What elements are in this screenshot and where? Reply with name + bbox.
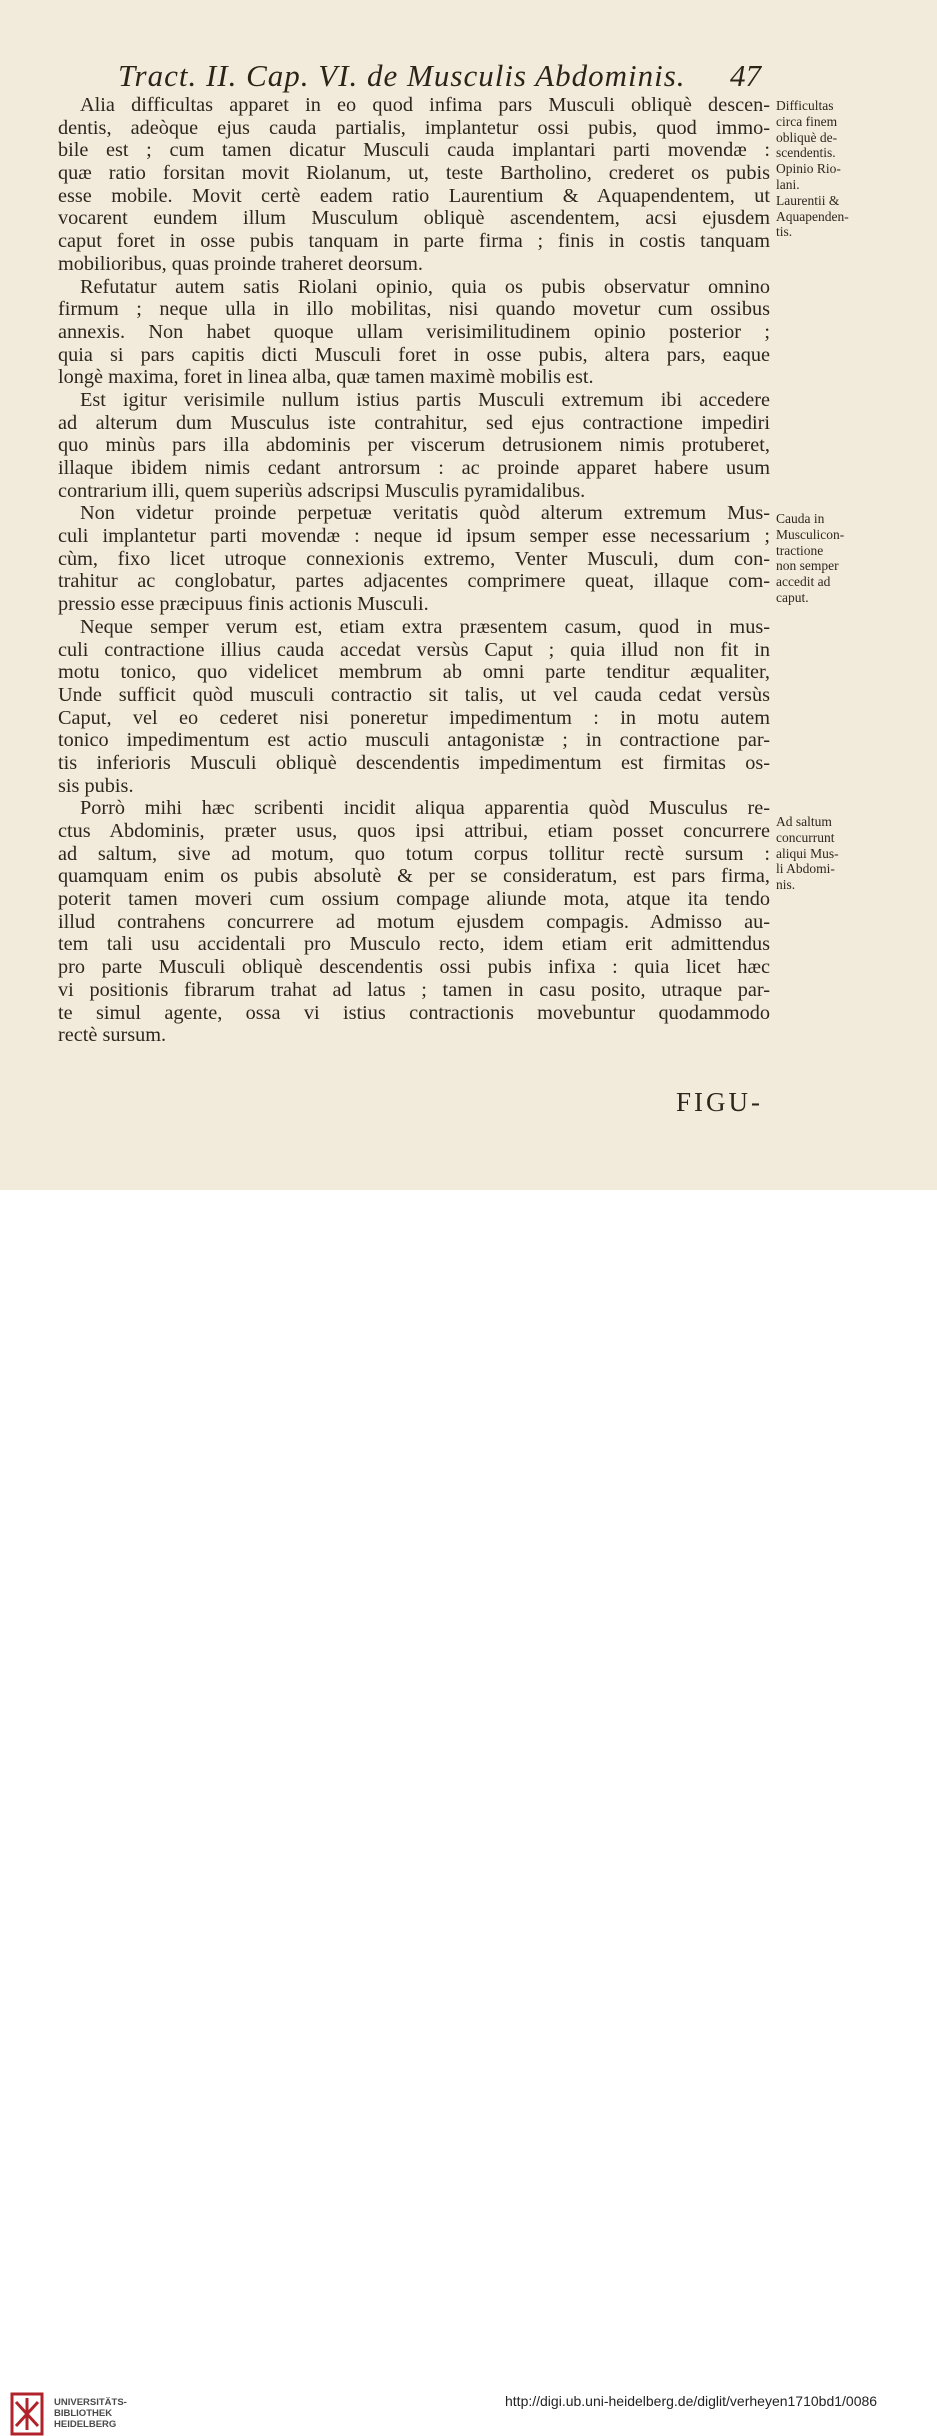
margin-note-line: caput. xyxy=(776,589,809,605)
text-line: Neque semper verum est, etiam extra præsentem casum, quod in mus- xyxy=(80,615,770,638)
source-url-link[interactable]: http://digi.ub.uni-heidelberg.de/diglit/verheyen1710bd1/0086 xyxy=(505,2393,878,2409)
text-line: Caput, vel eo cederet nisi poneretur impedimentum : in motu autem xyxy=(58,706,770,729)
margin-note-saltum xyxy=(776,814,876,893)
text-line: culi implantetur parti movendæ : neque id ipsum semper esse necessarium ; xyxy=(58,525,770,548)
text-line: tonico impedimentum est actio musculi antagonistæ ; in contractione par- xyxy=(58,729,770,752)
text-line: Unde sufficit quòd musculi contractio sit talis, ut vel cauda cedat versùs xyxy=(58,683,770,706)
margin-note-line: Musculicon- xyxy=(776,526,845,542)
margin-note-line: Ad saltum xyxy=(776,814,832,829)
text-line: bile est ; cum tamen dicatur Musculi cauda implantari parti movendæ : xyxy=(58,139,770,162)
text-line: mobilioribus, quas proinde traheret deorsum. xyxy=(58,252,423,275)
text-line: Est igitur verisimile nullum istius partis Musculi extremum ibi accedere xyxy=(80,388,770,411)
library-name[interactable]: UNIVERSITÄTS- BIBLIOTHEK HEIDELBERG xyxy=(54,2397,127,2430)
text-line: dentis, adeòque ejus cauda partialis, implantetur ossi pubis, quod immo- xyxy=(58,116,770,139)
margin-note-line: Opinio Rio- xyxy=(776,161,841,177)
margin-note-line: li Abdomi- xyxy=(776,861,835,877)
text-line: Non videtur proinde perpetuæ veritatis quòd alterum extremum Mus- xyxy=(80,502,770,525)
text-line: vocarent eundem illum Musculum obliquè ascendentem, acsi ejusdem xyxy=(58,207,770,230)
margin-note-line: lani. xyxy=(776,176,800,192)
text-line: quæ ratio forsitan movit Riolanum, ut, teste Bartholino, crederet os pubis xyxy=(58,162,770,185)
text-line: vi positionis fibrarum trahat ad latus ; tamen in casu posito, utraque par- xyxy=(58,978,770,1001)
text-line: firmum ; neque ulla in illo mobilitas, nisi quando movetur cum ossibus xyxy=(58,298,770,321)
text-line: Alia difficultas apparet in eo quod infima pars Musculi obliquè descen- xyxy=(80,94,770,116)
margin-note-line: Aquapenden- xyxy=(776,208,849,224)
margin-note-line: scendentis. xyxy=(776,145,836,161)
margin-note-line: non semper xyxy=(776,558,839,574)
running-header: Tract. II. Cap. VI. de Musculis Abdominis. xyxy=(118,58,686,93)
text-line: quamquam enim os pubis absolutè & per se consideratum, est pars firma, xyxy=(58,865,770,888)
margin-note-difficultas xyxy=(776,98,876,240)
text-line: poterit tamen moveri cum ossium compage aliunde mota, atque ita tendo xyxy=(58,888,770,911)
body-text xyxy=(58,94,770,1047)
text-line: illud contrahens concurrere ad motum ejusdem compagis. Admisso au- xyxy=(58,910,770,933)
margin-note-cauda xyxy=(776,511,876,606)
text-line: illaque ibidem nimis cedant antrorsum : ac proinde apparet habere usum xyxy=(58,457,770,479)
text-line: contrarium illi, quem superiùs adscripsi Musculis pyramidalibus. xyxy=(58,479,586,502)
text-line: tem tali usu accidentali pro Musculo recto, idem etiam erit admittendus xyxy=(58,933,770,956)
viewer-footer xyxy=(0,1190,937,2430)
text-line: longè maxima, foret in linea alba, quæ tamen maximè mobilis est. xyxy=(58,366,594,389)
margin-note-line: tractione xyxy=(776,542,824,558)
text-line: sis pubis. xyxy=(58,774,134,797)
margin-note-line: Cauda in xyxy=(776,511,825,526)
margin-note-line: concurrunt xyxy=(776,829,835,845)
text-line: Refutatur autem satis Riolani opinio, quia os pubis observatur omnino xyxy=(80,275,770,298)
margin-note-line: Laurentii & xyxy=(776,192,840,208)
text-line: pro parte Musculi obliquè descendentis ossi pubis infixa : quia licet hæc xyxy=(58,956,770,979)
margin-note-line: aliqui Mus- xyxy=(776,845,839,861)
page-number: 47 xyxy=(730,58,761,93)
text-line: ad saltum, sive ad motum, quo totum corpus tollitur rectè sursum : xyxy=(58,842,770,865)
margin-note-line: accedit ad xyxy=(776,574,831,590)
text-line: annexis. Non habet quoque ullam verisimilitudinem opinio posterior ; xyxy=(58,320,770,343)
text-line: quo minùs pars illa abdominis per viscerum detrusionem nimis protuberet, xyxy=(58,434,770,457)
text-line: esse mobile. Movit certè eadem ratio Laurentium & Aquapendentem, ut xyxy=(58,184,770,207)
book-page xyxy=(0,0,937,1190)
text-line: rectè sursum. xyxy=(58,1024,167,1047)
margin-note-line: obliquè de- xyxy=(776,129,838,145)
text-line: pressio esse præcipuus finis actionis Musculi. xyxy=(58,593,429,616)
margin-note-line: nis. xyxy=(776,877,796,893)
margin-note-line: circa finem xyxy=(776,113,838,129)
text-line: cùm, fixo licet utroque connexionis extremo, Venter Musculi, dum con- xyxy=(58,547,770,570)
margin-note-line: tis. xyxy=(776,224,793,240)
text-line: caput foret in osse pubis tanquam in parte firma ; finis in costis tanquam xyxy=(58,230,770,253)
text-line: trahitur ac conglobatur, partes adjacentes comprimere queat, illaque com- xyxy=(58,570,770,593)
text-line: ad alterum dum Musculus iste contrahitur, sed ejus contractione impediri xyxy=(58,411,770,434)
margin-note-line: Difficultas xyxy=(776,98,834,113)
text-line: te simul agente, ossa vi istius contractionis movebuntur quodammodo xyxy=(58,1001,770,1024)
text-line: tis inferioris Musculi obliquè descendentis impedimentum est firmitas os- xyxy=(58,751,770,774)
text-line: ctus Abdominis, præter usus, quos ipsi attribui, etiam posset concurrere xyxy=(58,820,770,842)
text-line: Porrò mihi hæc scribenti incidit aliqua apparentia quòd Musculus re- xyxy=(80,797,770,820)
catchword: FIGU- xyxy=(676,1087,763,1117)
text-line: quia si pars capitis dicti Musculi foret in osse pubis, altera pars, eaque xyxy=(58,343,770,366)
text-line: culi contractione illius cauda accedat versùs Caput ; quia illud non fit in xyxy=(58,638,770,661)
text-line: motu tonico, quo videlicet membrum ab omni parte tenditur æqualiter, xyxy=(58,661,770,684)
university-seal-icon[interactable] xyxy=(10,2392,44,2436)
